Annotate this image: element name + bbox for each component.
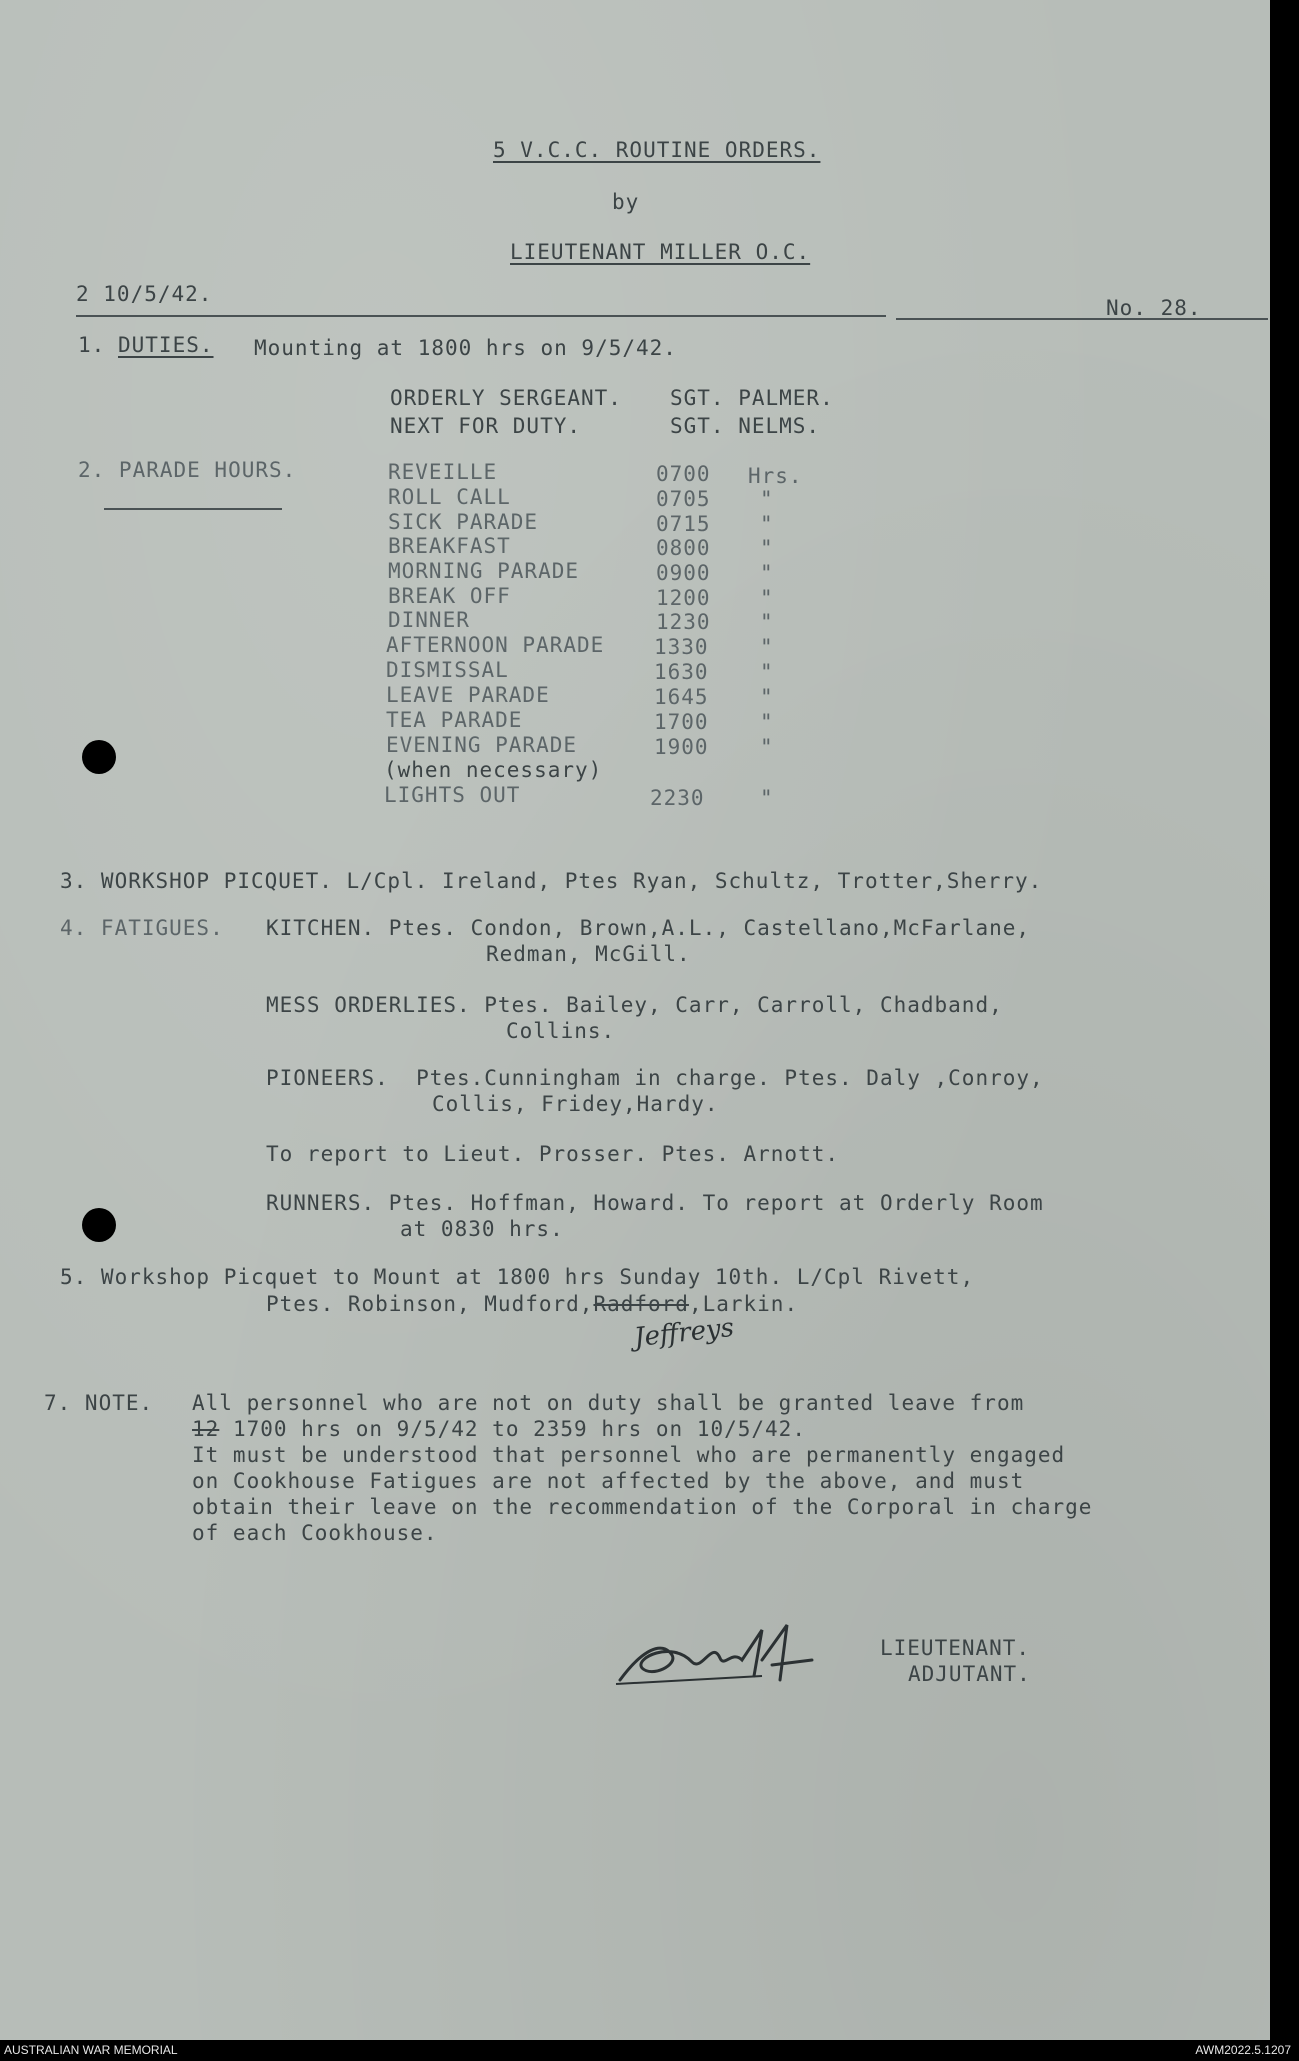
parade-row-name: SICK PARADE — [388, 510, 539, 534]
duties-label: DUTIES. — [118, 333, 214, 357]
parade-row-unit: " — [760, 635, 774, 659]
item5-names: Ptes. Robinson, Mudford, — [266, 1292, 594, 1316]
parade-row-unit: " — [760, 512, 774, 536]
item5-line1: 5. Workshop Picquet to Mount at 1800 hrs Sunday 10th. L/Cpl Rivett, — [60, 1265, 975, 1289]
order-date: 2 10/5/42. — [76, 282, 213, 306]
parade-row-unit: " — [760, 660, 774, 684]
parade-row-name: DINNER — [388, 608, 470, 632]
parade-row-time: 0700 — [656, 462, 711, 486]
parade-row-name: BREAKFAST — [388, 534, 511, 558]
parade-row-unit: " — [760, 536, 774, 560]
signature-rank: LIEUTENANT. — [880, 1636, 1031, 1660]
struck-prefix: 12 — [192, 1417, 220, 1441]
duties-text: Mounting at 1800 hrs on 9/5/42. — [254, 336, 677, 360]
signature-mark — [612, 1610, 832, 1700]
note-line: on Cookhouse Fatigues are not affected by the above, and must — [192, 1469, 1025, 1493]
parade-row-name: DISMISSAL — [386, 658, 509, 682]
parade-row-name: ROLL CALL — [388, 485, 511, 509]
fatigues-label: 4. FATIGUES. — [60, 916, 224, 940]
orderly-sergeant-label: ORDERLY SERGEANT. — [390, 386, 622, 410]
parade-row-time: 1645 — [654, 685, 709, 709]
item5-line2 — [266, 1292, 798, 1316]
parade-row-unit: " — [760, 685, 774, 709]
next-for-duty-value: SGT. NELMS. — [670, 414, 821, 438]
parade-row-unit: " — [760, 735, 774, 759]
next-for-duty-label: NEXT FOR DUTY. — [390, 414, 582, 438]
parade-row-time: 0715 — [656, 512, 711, 536]
note-line: All personnel who are not on duty shall be granted leave from — [192, 1391, 1025, 1415]
note-line-2 — [192, 1417, 806, 1441]
parade-row-time: 0900 — [656, 561, 711, 585]
note-line: It must be understood that personnel who are permanently engaged — [192, 1443, 1066, 1467]
parade-row-name: REVEILLE — [388, 460, 498, 484]
by-line: by — [612, 190, 640, 214]
fatigues-kitchen: KITCHEN. Ptes. Condon, Brown,A.L., Castellano,McFarlane, — [266, 916, 1031, 940]
parade-row-name: EVENING PARADE — [386, 733, 578, 757]
footer-institution: AUSTRALIAN WAR MEMORIAL — [4, 2043, 178, 2057]
parade-hours-label: 2. PARADE HOURS. — [78, 458, 297, 482]
punch-hole — [82, 1208, 116, 1242]
parade-row-name: TEA PARADE — [386, 708, 523, 732]
note-label: 7. NOTE. — [44, 1391, 154, 1415]
parade-row-time: 1230 — [656, 610, 711, 634]
parade-row-unit: " — [760, 487, 774, 511]
parade-row-name: (when necessary) — [384, 758, 603, 782]
parade-row-time: 1700 — [654, 710, 709, 734]
handwritten-amendment: Jeffreys — [632, 1312, 736, 1354]
parade-hours-underline — [104, 508, 282, 510]
parade-row-unit: " — [760, 786, 774, 810]
fatigues-pioneers: PIONEERS. Ptes.Cunningham in charge. Ptes. Daly ,Conroy, — [266, 1066, 1044, 1090]
archive-footer — [0, 2040, 1299, 2061]
parade-row-unit: " — [760, 710, 774, 734]
orderly-sergeant-value: SGT. PALMER. — [670, 386, 834, 410]
header-rule — [76, 315, 886, 317]
fatigues-kitchen-cont: Redman, McGill. — [486, 942, 691, 966]
order-number: No. 28. — [1106, 296, 1202, 320]
parade-row-unit: Hrs. — [748, 464, 803, 488]
officer-name: LIEUTENANT MILLER O.C. — [510, 240, 811, 264]
workshop-picquet: 3. WORKSHOP PICQUET. L/Cpl. Ireland, Ptes Ryan, Schultz, Trotter,Sherry. — [60, 869, 1043, 893]
parade-row-unit: " — [760, 610, 774, 634]
parade-row-time: 1200 — [656, 586, 711, 610]
parade-row-unit: " — [760, 586, 774, 610]
signature-role: ADJUTANT. — [908, 1662, 1031, 1686]
parade-row-time: 1900 — [654, 735, 709, 759]
note-line-text: 1700 hrs on 9/5/42 to 2359 hrs on 10/5/42. — [232, 1417, 806, 1441]
note-line: of each Cookhouse. — [192, 1521, 438, 1545]
fatigues-mess-orderlies-cont: Collins. — [506, 1019, 616, 1043]
parade-row-time: 1630 — [654, 660, 709, 684]
fatigues-runners: RUNNERS. Ptes. Hoffman, Howard. To report at Orderly Room — [266, 1191, 1044, 1215]
parade-row-name: BREAK OFF — [388, 584, 511, 608]
parade-row-name: AFTERNOON PARADE — [386, 633, 605, 657]
parade-row-unit: " — [760, 561, 774, 585]
footer-reference: AWM2022.5.1207 — [1195, 2043, 1291, 2057]
parade-row-name: LIGHTS OUT — [384, 783, 521, 807]
note-line: obtain their leave on the recommendation of the Corporal in charge — [192, 1495, 1093, 1519]
fatigues-runners-cont: at 0830 hrs. — [400, 1217, 564, 1241]
struck-name: Radford — [593, 1292, 689, 1316]
parade-row-time: 0705 — [656, 487, 711, 511]
item5-names-end: ,Larkin. — [688, 1292, 799, 1316]
header-rule-right — [896, 318, 1268, 320]
duties-number: 1. — [78, 333, 106, 357]
parade-row-time: 1330 — [654, 635, 709, 659]
parade-row-time: 0800 — [656, 536, 711, 560]
parade-row-name: LEAVE PARADE — [386, 683, 550, 707]
punch-hole — [82, 740, 116, 774]
parade-row-time: 2230 — [650, 786, 705, 810]
fatigues-report: To report to Lieut. Prosser. Ptes. Arnott. — [266, 1142, 840, 1166]
fatigues-mess-orderlies: MESS ORDERLIES. Ptes. Bailey, Carr, Carroll, Chadband, — [266, 993, 1003, 1017]
document-title: 5 V.C.C. ROUTINE ORDERS. — [493, 138, 821, 162]
parade-row-name: MORNING PARADE — [388, 559, 580, 583]
fatigues-pioneers-cont: Collis, Fridey,Hardy. — [432, 1092, 719, 1116]
